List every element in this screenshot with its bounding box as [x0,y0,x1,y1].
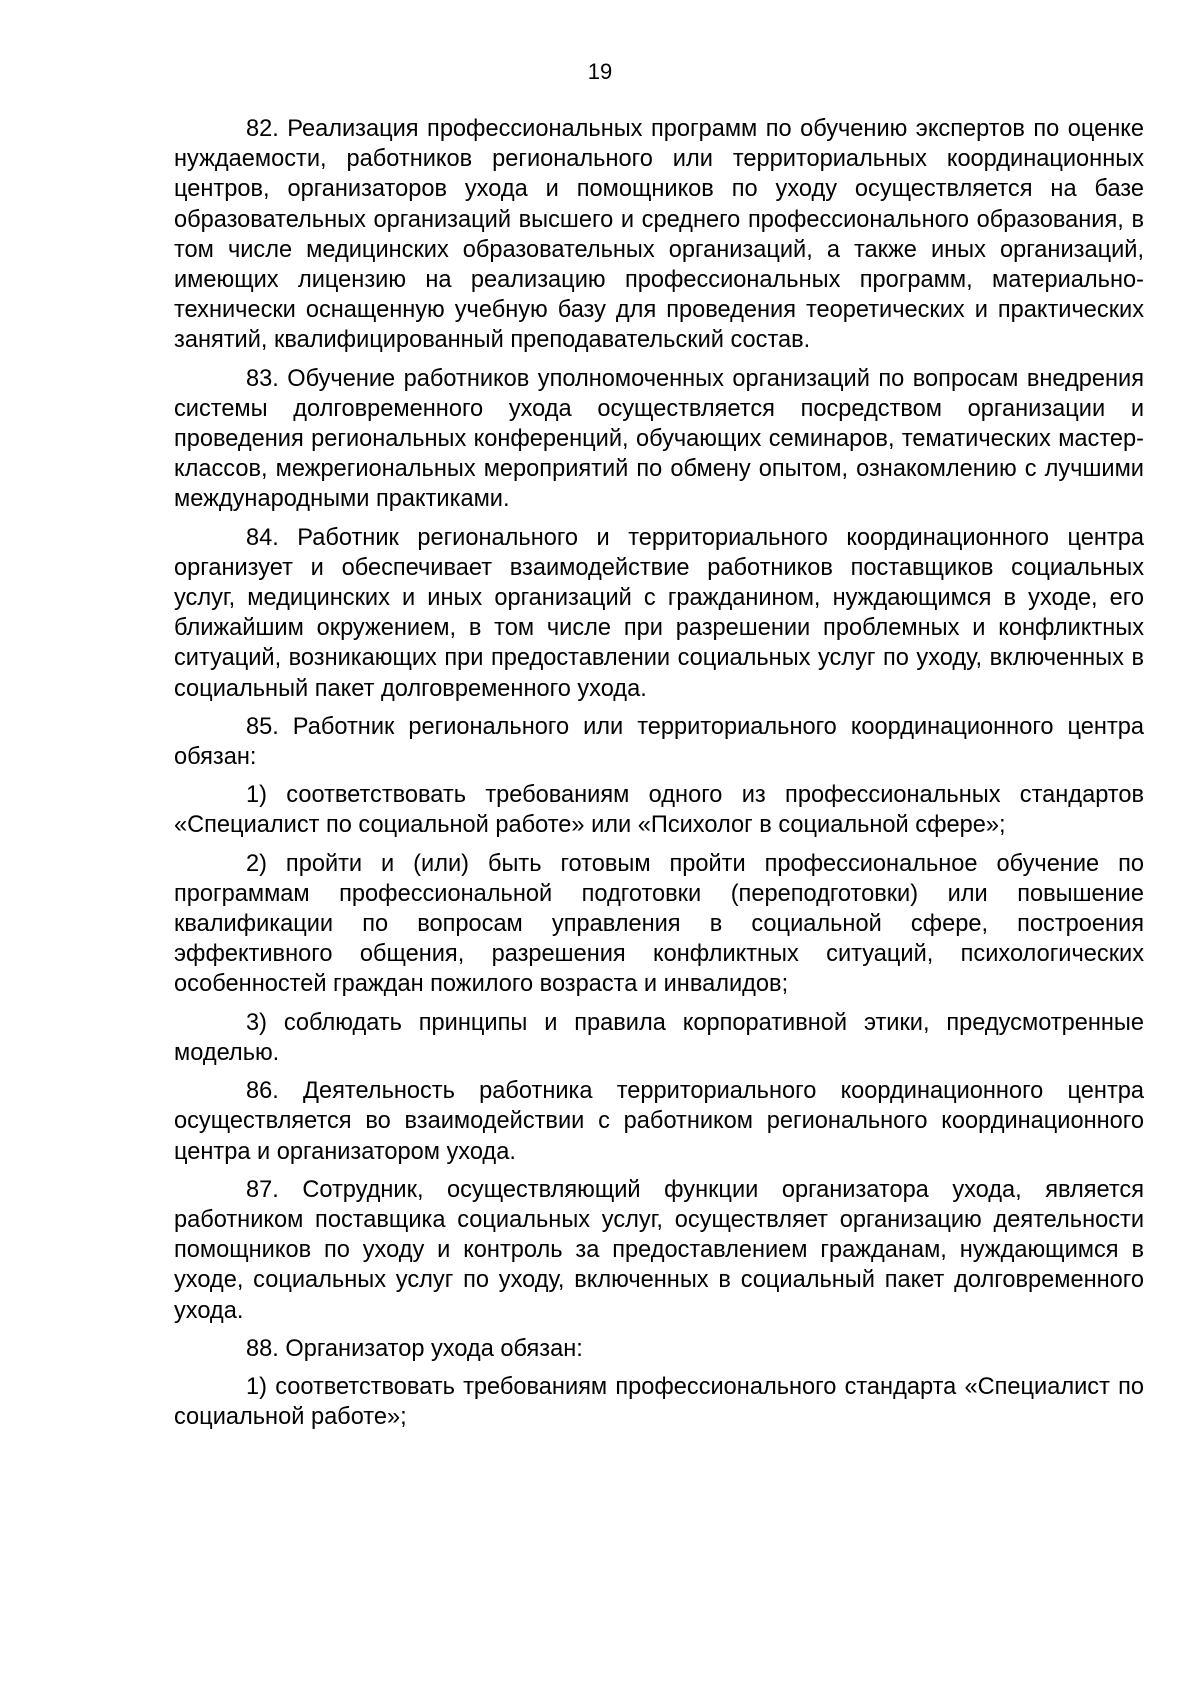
paragraph-85: 85. Работник регионального или территориального координационного центра обязан: [174,713,1144,771]
paragraph-87: 87. Сотрудник, осуществляющий функции организатора ухода, является работником поставщика социальных услуг, осуществляет организацию деятельности помощников по уходу и контроль за предоставлением гражданам, нуждающимся в уходе, социальных услуг по уходу, включенных в социальный пакет долговременного ухода. [174,1176,1144,1324]
paragraph-85-item-2: 2) пройти и (или) быть готовым пройти профессиональное обучение по программам профессиональной подготовки (переподготовки) или повышение квалификации по вопросам управления в социальной сфере, построения эффективного общения, разрешения конфликтных ситуаций, психологических особенностей граждан пожилого возраста и инвалидов; [174,850,1144,998]
paragraph-85-item-1: 1) соответствовать требованиям одного из профессиональных стандартов «Специалист по социальной работе» или «Психолог в социальной сфере»; [174,782,1144,839]
document-body [174,114,1144,1440]
paragraph-84: 84. Работник регионального и территориального координационного центра организует и обеспечивает взаимодействие работников поставщиков социальных услуг, медицинских и иных организаций с гражданином, нуждающимся в уходе, его ближайшим окружением, в том числе при разрешении проблемных и конфликтных ситуаций, возникающих при предоставлении социальных услуг по уходу, включенных в социальный пакет долговременного ухода. [174,524,1144,702]
paragraph-83: 83. Обучение работников уполномоченных организаций по вопросам внедрения системы долговременного ухода осуществляется посредством организации и проведения региональных конференций, обучающих семинаров, тематических мастер-классов, межрегиональных мероприятий по обмену опытом, ознакомлению с лучшими международными практиками. [174,365,1144,513]
paragraph-82: 82. Реализация профессиональных программ по обучению экспертов по оценке нуждаемости, работников регионального или территориальных координационных центров, организаторов ухода и помощников по уходу осуществляется на базе образовательных организаций высшего и среднего профессионального образования, в том числе медицинских образовательных организаций, а также иных организаций, имеющих лицензию на реализацию профессиональных программ, материально-технически оснащенную учебную базу для проведения теоретических и практических занятий, квалифицированный преподавательский состав. [174,116,1144,354]
paragraph-88-item-1: 1) соответствовать требованиям профессионального стандарта «Специалист по социальной работе»; [174,1373,1144,1431]
paragraph-85-item-3: 3) соблюдать принципы и правила корпоративной этики, предусмотренные моделью. [174,1009,1144,1066]
paragraph-88: 88. Организатор ухода обязан: [246,1335,583,1362]
page-number: 19 [587,59,613,84]
paragraph-86: 86. Деятельность работника территориального координационного центра осуществляется во взаимодействии с работником регионального координационного центра и организатором ухода. [174,1078,1144,1165]
